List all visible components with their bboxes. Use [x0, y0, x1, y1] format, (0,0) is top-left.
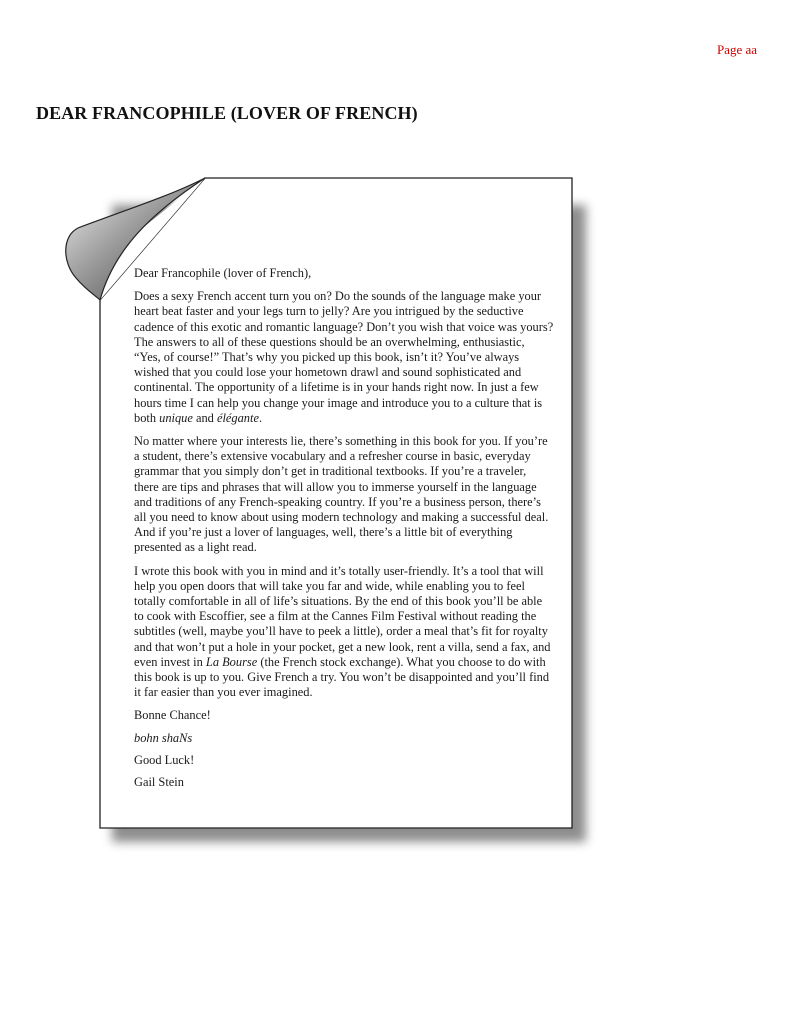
closing-pronunciation: bohn shaNs: [134, 730, 193, 745]
letter-paragraph-3: I wrote this book with you in mind and it’s totally user-friendly. It’s a tool that will help you open doors that will take you far and wide, while enabling you to feel totally comfortable in all of life’s situations. By the end of this book you’ll be able to cook with Escoffier, see a film at the Cannes Film Festival without reading the subtitles (well, maybe you’ll have to peek a little), order a meal that’s fit for royalty and that won’t put a hole in your pocket, get a new look, rent a villa, send a fax, and even invest in La Bourse (the French stock exchange). What you choose to do with this book is up to you. Give French a try. You won’t be disappointed and you’ll find it far easier than you ever imagined.: [134, 563, 551, 700]
page-title: DEAR FRANCOPHILE (LOVER OF FRENCH): [36, 103, 418, 123]
letter-salutation: Dear Francophile (lover of French),: [134, 266, 312, 280]
italic-word-unique: unique: [159, 410, 193, 425]
letter-paragraph-2: No matter where your interests lie, there’s something in this book for you. If you’re a student, there’s extensive vocabulary and a refresher course in basic, everyday grammar that you simply don’t get in traditional textbooks. If you’re a traveler, there are tips and phrases that will allow you to immerse yourself in the language and traditions of any French-speaking country. If you’re a business person, there’s all you need to know about using modern technology and making a successful deal. And if you’re just a lover of languages, well, there’s a little bit of everything presented as a light read.: [134, 434, 549, 555]
letter-paragraph-1: Does a sexy French accent turn you on? Do the sounds of the language make your heart beat faster and your legs turn to jelly? Are you intrigued by the seductive cadence of this exotic and romantic language? Don’t you wish that voice was yours? The answers to all of these questions should be an overwhelming, enthusiastic, “Yes, of course!” That’s why you picked up this book, isn’t it? You’ve always wished that you could lose your hometown drawl and sound sophisticated and continental. The opportunity of a lifetime is in your hands right now. In just a few hours time I can help you change your image and introduce you to a culture that is both unique and élégante.: [134, 289, 554, 425]
closing-bonne-chance: Bonne Chance!: [134, 708, 211, 723]
closing-good-luck: Good Luck!: [134, 752, 195, 767]
signature: Gail Stein: [134, 775, 184, 790]
page-number: Page aa: [716, 42, 757, 57]
italic-word-elegante: élégante: [216, 410, 259, 425]
italic-la-bourse: La Bourse: [205, 654, 258, 669]
letter-body: [134, 266, 554, 797]
